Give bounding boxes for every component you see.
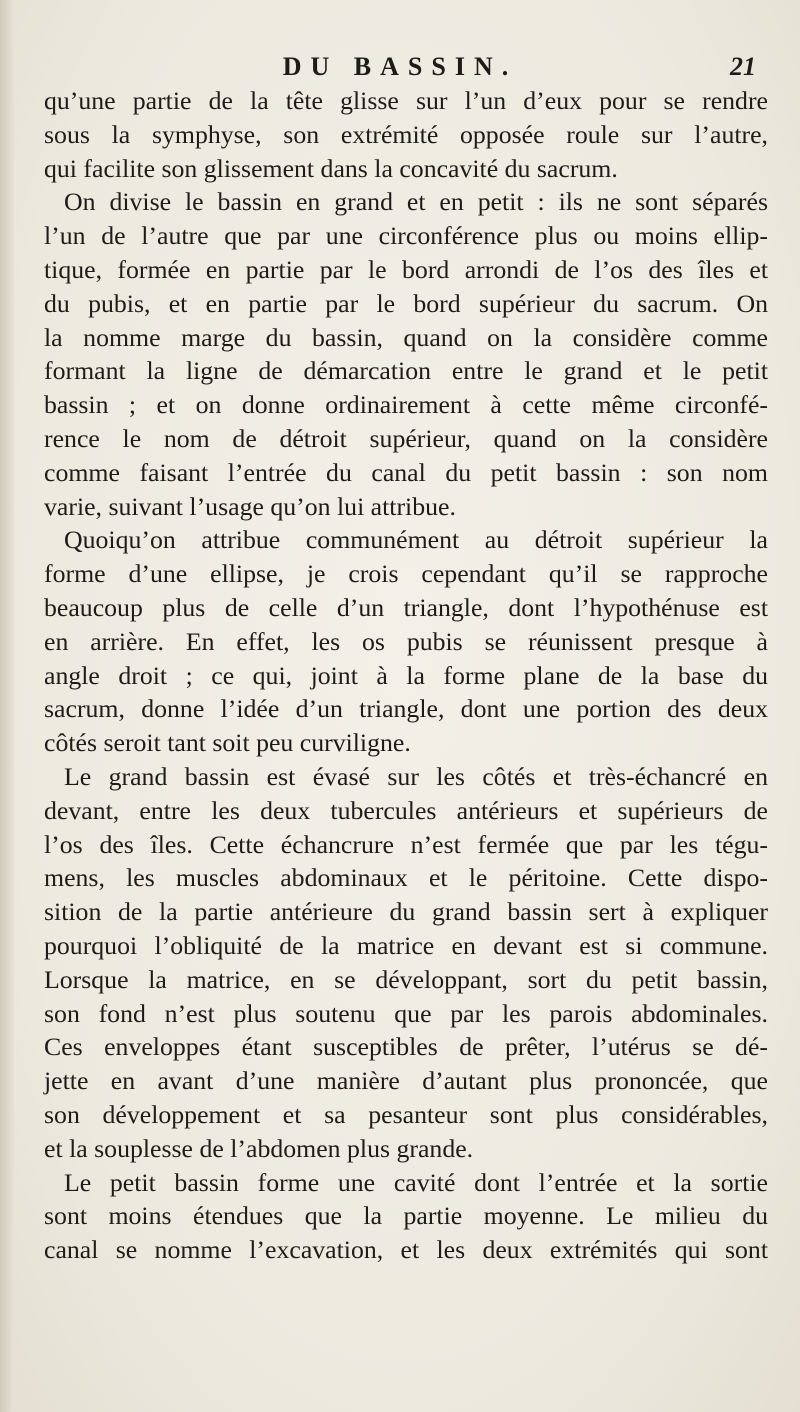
page-number: 21 (730, 52, 756, 81)
text-line: du pubis, et en partie par le bord supérieur du sacrum. On (44, 288, 768, 318)
text-line: l’un de l’autre que par une circonférence plus ou moins ellip- (44, 221, 768, 251)
text-line: forme d’une ellipse, je crois cependant qu’il se rapproche (44, 559, 768, 589)
text-line: la nomme marge du bassin, quand on la considère comme (44, 322, 768, 352)
text-line: formant la ligne de démarcation entre le grand et le petit (44, 356, 768, 386)
text-line: On divise le bassin en grand et en petit : ils ne sont séparés (64, 187, 768, 217)
text-line: Le petit bassin forme une cavité dont l’entrée et la sortie (64, 1167, 768, 1197)
text-line: sous la symphyse, son extrémité opposée roule sur l’autre, (44, 119, 768, 149)
text-line: côtés seroit tant soit peu curviligne. (44, 728, 411, 758)
text-line: tique, formée en partie par le bord arrondi de l’os des îles et (44, 254, 768, 284)
text-line: Ces enveloppes étant susceptibles de prêter, l’utérus se dé- (44, 1032, 768, 1062)
text-line: canal se nomme l’excavation, et les deux extrémités qui sont (44, 1235, 768, 1265)
page-binding-edge (0, 0, 14, 1412)
text-line: varie, suivant l’usage qu’on lui attribue. (44, 491, 456, 521)
text-line: sacrum, donne l’idée d’un triangle, dont une portion des deux (44, 694, 768, 724)
text-line: qu’une partie de la tête glisse sur l’un d’eux pour se rendre (44, 86, 768, 115)
text-line: mens, les muscles abdominaux et le péritoine. Cette dispo- (44, 863, 768, 893)
text-line: l’os des îles. Cette échancrure n’est fermée que par les tégu- (44, 829, 768, 859)
text-line: comme faisant l’entrée du canal du petit bassin : son nom (44, 457, 768, 487)
text-line: jette en avant d’une manière d’autant plus prononcée, que (44, 1066, 768, 1096)
text-line: pourquoi l’obliquité de la matrice en devant est si commune. (44, 930, 768, 960)
text-line: angle droit ; ce qui, joint à la forme plane de la base du (44, 660, 768, 690)
text-line: Le grand bassin est évasé sur les côtés et très-échancré en (64, 761, 768, 791)
text-line: son développement et sa pesanteur sont plus considérables, (44, 1099, 768, 1129)
running-head: DU BASSIN. (282, 52, 518, 81)
text-line: Quoiqu’on attribue communément au détroit supérieur la (64, 525, 768, 555)
text-line: son fond n’est plus soutenu que par les parois abdominales. (44, 998, 768, 1028)
text-line: qui facilite son glissement dans la concavité du sacrum. (44, 153, 618, 183)
text-line: Lorsque la matrice, en se développant, sort du petit bassin, (44, 964, 768, 994)
text-line: devant, entre les deux tubercules antérieurs et supérieurs de (44, 795, 768, 825)
text-line: et la souplesse de l’abdomen plus grande. (44, 1133, 474, 1163)
text-line: en arrière. En effet, les os pubis se réunissent presque à (44, 626, 768, 656)
text-line: bassin ; et on donne ordinairement à cette même circonfé- (44, 390, 768, 420)
body-text (44, 84, 768, 1267)
text-line: sition de la partie antérieure du grand bassin sert à expliquer (44, 897, 768, 927)
text-line: beaucoup plus de celle d’un triangle, dont l’hypothénuse est (44, 592, 768, 622)
text-line: sont moins étendues que la partie moyenne. Le milieu du (44, 1201, 768, 1231)
text-line: rence le nom de détroit supérieur, quand on la considère (44, 423, 768, 453)
